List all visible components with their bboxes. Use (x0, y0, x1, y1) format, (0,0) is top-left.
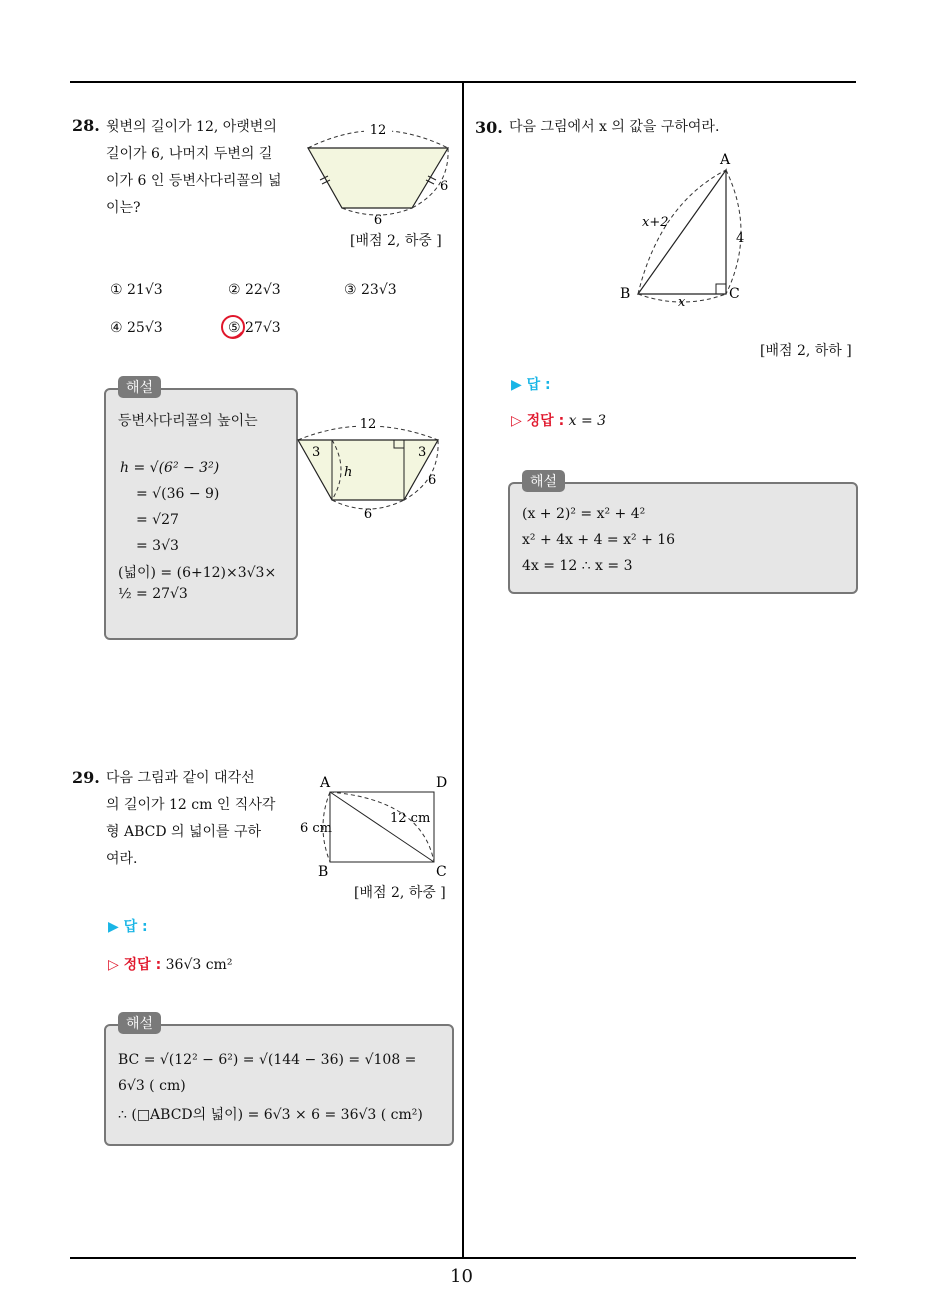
svg-text:3: 3 (312, 445, 321, 460)
svg-text:h: h (344, 465, 353, 480)
answer-label: ▶ 답 : (511, 377, 551, 393)
correct-answer: ▷ 정답 : x = 3 (511, 413, 607, 429)
rectangle-figure (296, 770, 456, 882)
question-text: 윗변의 길이가 12, 아랫변의 길이가 6, 나머지 두변의 길 이가 6 인 등변사다리꼴의 넓 이는? (106, 119, 282, 216)
svg-text:12: 12 (359, 417, 377, 432)
option-4[interactable]: ④ 25√3 (110, 320, 163, 336)
option-3[interactable]: ③ 23√3 (344, 282, 397, 298)
right-triangle-figure (616, 148, 756, 310)
column-divider (462, 81, 464, 1259)
answer-label: ▶ 답 : (108, 919, 148, 935)
svg-text:A: A (720, 152, 731, 168)
bottom-rule (70, 1257, 856, 1259)
svg-text:3: 3 (418, 445, 427, 460)
question-number: 30. (475, 118, 503, 137)
selected-answer-circle (218, 312, 248, 342)
solution-tag: 해설 (522, 470, 565, 492)
svg-text:6: 6 (363, 507, 373, 522)
svg-text:A: A (320, 775, 331, 791)
solution-tag: 해설 (118, 376, 161, 398)
question-number: 28. (72, 116, 100, 135)
svg-text:x: x (678, 295, 686, 310)
trapezoid-figure (300, 118, 460, 228)
score-label: [배점 2, 하하 ] (760, 343, 852, 359)
solution-box: (x + 2)² = x² + 4² x² + 4x + 4 = x² + 16 4x = 12 ∴ x = 3 (508, 482, 858, 594)
solution-trapezoid-figure (294, 414, 444, 524)
option-1[interactable]: ① 21√3 (110, 282, 163, 298)
svg-text:6 cm: 6 cm (300, 821, 333, 836)
solution-box: 등변사다리꼴의 높이는 h = √(6² − 3²) = √(36 − 9) = √27 = 3√3 (넓이) = (6+12)×3√3× ½ = 27√3 (104, 388, 298, 640)
page-number: 10 (450, 1266, 473, 1287)
score-label: [배점 2, 하중 ] (354, 885, 446, 901)
svg-text:D: D (436, 775, 448, 791)
correct-answer: ▷ 정답 : 36√3 cm² (108, 957, 233, 973)
svg-text:B: B (318, 864, 329, 880)
score-label: [배점 2, 하중 ] (350, 233, 442, 249)
svg-text:x+2: x+2 (642, 215, 669, 230)
svg-text:4: 4 (736, 231, 745, 246)
question-number: 29. (72, 768, 100, 787)
svg-text:B: B (620, 286, 631, 302)
question-text: 다음 그림에서 x 의 값을 구하여라. (509, 119, 720, 135)
svg-text:6: 6 (373, 213, 383, 228)
svg-text:6: 6 (440, 179, 449, 194)
svg-text:C: C (436, 864, 447, 880)
question-text: 다음 그림과 같이 대각선 의 길이가 12 cm 인 직사각 형 ABCD 의 넓이를 구하 여라. (106, 770, 276, 867)
option-5[interactable]: ⑤ 27√3 (228, 320, 281, 336)
svg-text:C: C (729, 286, 740, 302)
svg-text:12: 12 (369, 123, 387, 138)
svg-text:12 cm: 12 cm (390, 811, 431, 826)
solution-tag: 해설 (118, 1012, 161, 1034)
solution-box: BC = √(12² − 6²) = √(144 − 36) = √108 = 6√3 ( cm) ∴ (□ABCD의 넓이) = 6√3 × 6 = 36√3 ( cm²) (104, 1024, 454, 1146)
option-2[interactable]: ② 22√3 (228, 282, 281, 298)
svg-text:6: 6 (428, 473, 437, 488)
